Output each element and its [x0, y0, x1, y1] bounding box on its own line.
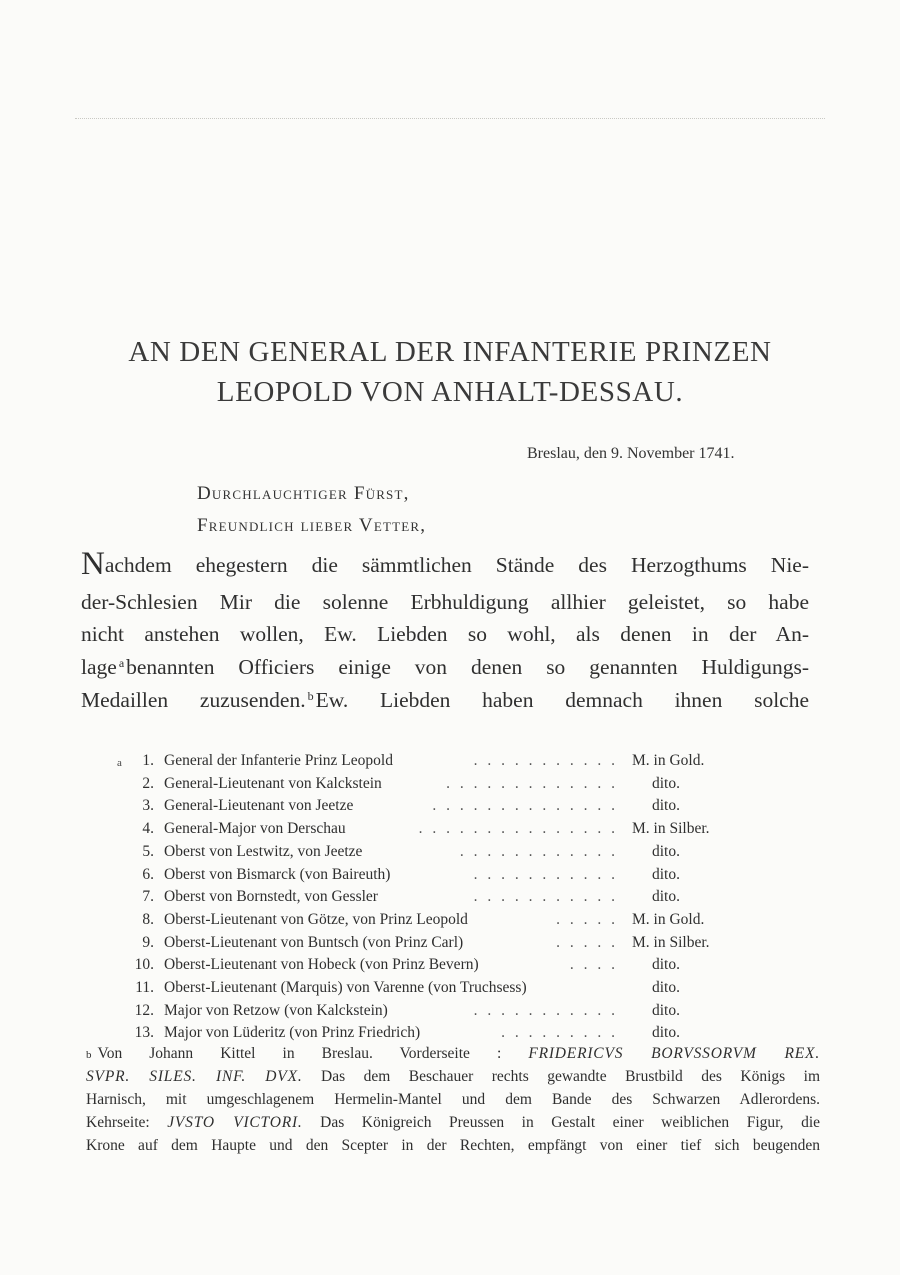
body-line-3: nicht anstehen wollen, Ew. Liebden so wohl, als denen in der An- [81, 622, 809, 646]
list-item [128, 911, 738, 933]
list-item-award: dito. [652, 797, 680, 815]
footnote-b-line-3: Harnisch, mit umgeschlagenem Hermelin-Mantel und dem Bande des Schwarzen Adlerordens. [86, 1091, 820, 1108]
body-line-1 [81, 546, 809, 582]
list-item-officer: General-Major von Derschau [164, 820, 346, 838]
dateline: Breslau, den 9. November 1741. [527, 445, 735, 462]
list-item-award: dito. [652, 956, 680, 974]
list-item-officer: General-Lieutenant von Jeetze [164, 797, 354, 815]
list-item-officer: Oberst-Lieutenant von Götze, von Prinz Leopold [164, 910, 468, 928]
footnote-b-line-1 [86, 1045, 820, 1063]
list-item-leader-dots: . . . . . . . . . . . . . . . [418, 820, 618, 838]
list-item-number: 5. [142, 842, 154, 860]
list-item-leader-dots: . . . . . . . . . . . [473, 888, 618, 906]
list-item-number: 8. [142, 910, 154, 928]
list-item-officer: General-Lieutenant von Kalckstein [164, 774, 382, 792]
list-item-officer: General der Infanterie Prinz Leopold [164, 752, 393, 769]
list-item-leader-dots: . . . . [569, 956, 618, 974]
list-item [128, 820, 738, 842]
list-item-leader-dots: . . . . . [556, 933, 618, 951]
list-item-award: dito. [652, 774, 680, 792]
list-item [128, 888, 738, 910]
medal-inscription: SVPR. SILES. INF. DVX. [86, 1068, 303, 1085]
list-item-leader-dots: . . . . . . . . . . . . . . [432, 797, 618, 815]
footnote-marker-b: b [86, 1049, 92, 1061]
list-item-leader-dots: . . . . . . . . . [501, 1024, 618, 1042]
salutation-line-2: Freundlich lieber Vetter, [197, 515, 427, 536]
body-text: Ew. Liebden haben demnach ihnen solche [315, 688, 809, 712]
list-item-award: M. in Gold. [632, 910, 705, 928]
list-item-number: 10. [134, 956, 154, 974]
footnote-ref-b[interactable]: b [307, 689, 314, 703]
footnote-text: Das Königreich Preussen in Gestalt einer weiblichen Figur, die [320, 1114, 821, 1131]
letter-title-line-2: LEOPOLD VON ANHALT-DESSAU. [216, 376, 684, 408]
footnote-ref-a[interactable]: a [118, 656, 125, 670]
list-item-officer: Oberst-Lieutenant von Buntsch (von Prinz Carl) [164, 933, 464, 951]
list-item-leader-dots: . . . . . . . . . . . [473, 865, 618, 883]
list-item-officer: Oberst-Lieutenant von Hobeck (von Prinz Bevern) [164, 956, 479, 974]
body-text: achdem ehegestern die sämmtlichen Stände des Herzogthums Nie- [104, 553, 809, 577]
list-item-leader-dots: . . . . . . . . . . . . . [446, 774, 618, 792]
list-item-award: dito. [652, 979, 680, 996]
list-item-number: 12. [134, 1001, 154, 1019]
list-item-officer: Major von Retzow (von Kalckstein) [164, 1001, 388, 1019]
drop-cap: N [81, 546, 105, 582]
list-item-award: M. in Gold. [632, 752, 705, 769]
footnote-b-line-5: Krone auf dem Haupte und den Scepter in der Rechten, empfängt von einer tief sich beugenden [86, 1137, 820, 1154]
list-item [128, 934, 738, 956]
list-item-leader-dots: . . . . . [556, 910, 618, 928]
list-item-award: M. in Silber. [632, 820, 710, 838]
letter-title-line-1: AN DEN GENERAL DER INFANTERIE PRINZEN [128, 336, 772, 368]
footnote-text: Von Johann Kittel in Breslau. Vorderseite : [97, 1045, 502, 1062]
list-item-officer: Oberst von Bornstedt, von Gessler [164, 888, 378, 906]
list-item-award: dito. [652, 1024, 680, 1042]
list-item-number: 2. [142, 774, 154, 792]
body-text: lage [81, 655, 117, 679]
footnote-marker-a: a [117, 757, 122, 769]
body-text: Medaillen zuzusenden. [81, 688, 306, 712]
list-item-number: 3. [142, 797, 154, 815]
list-item-number: 9. [142, 933, 154, 951]
top-rule [75, 118, 825, 119]
list-item-award: dito. [652, 865, 680, 883]
list-item [128, 1024, 738, 1046]
list-item-leader-dots: . . . . . . . . . . . [473, 752, 618, 769]
list-item-number: 13. [134, 1024, 154, 1042]
list-item-award: dito. [652, 842, 680, 860]
footnote-text: Kehrseite: [86, 1114, 150, 1131]
list-item-leader-dots: . . . . . . . . . . . . [459, 842, 618, 860]
body-line-2: der-Schlesien Mir die solenne Erbhuldigung allhier geleistet, so habe [81, 590, 809, 614]
list-item-number: 1. [142, 752, 154, 769]
list-item-officer: Oberst von Lestwitz, von Jeetze [164, 842, 363, 860]
list-item [128, 752, 738, 774]
body-line-4 [81, 655, 809, 680]
list-item [128, 866, 738, 888]
list-item-leader-dots: . . . . . . . . . . . [473, 1001, 618, 1019]
salutation-line-1: Durchlauchtiger Fürst, [197, 483, 410, 504]
list-item [128, 775, 738, 797]
list-item-officer: Oberst von Bismarck (von Baireuth) [164, 865, 391, 883]
list-item-award: M. in Silber. [632, 933, 710, 951]
list-item-award: dito. [652, 1001, 680, 1019]
footnote-b-line-4 [86, 1114, 820, 1132]
list-item-officer: Oberst-Lieutenant (Marquis) von Varenne (von Truchsess) [164, 979, 527, 996]
list-item-number: 6. [142, 865, 154, 883]
medal-inscription: JVSTO VICTORI. [167, 1114, 303, 1131]
list-item [128, 979, 738, 1001]
list-item [128, 1002, 738, 1024]
body-line-5 [81, 688, 809, 713]
list-item-officer: Major von Lüderitz (von Prinz Friedrich) [164, 1024, 421, 1042]
list-item [128, 797, 738, 819]
footnote-text: Das dem Beschauer rechts gewandte Brustbild des Königs im [321, 1068, 821, 1085]
list-item-number: 4. [142, 820, 154, 838]
footnote-b-line-2 [86, 1068, 820, 1086]
list-item-number: 7. [142, 888, 154, 906]
body-text: benannten Officiers einige von denen so genannten Huldigungs- [126, 655, 809, 679]
list-item [128, 843, 738, 865]
medal-inscription: FRIDERICVS BORVSSORVM REX. [528, 1045, 820, 1062]
list-item-number: 11. [135, 979, 154, 996]
list-item-award: dito. [652, 888, 680, 906]
list-item [128, 956, 738, 978]
